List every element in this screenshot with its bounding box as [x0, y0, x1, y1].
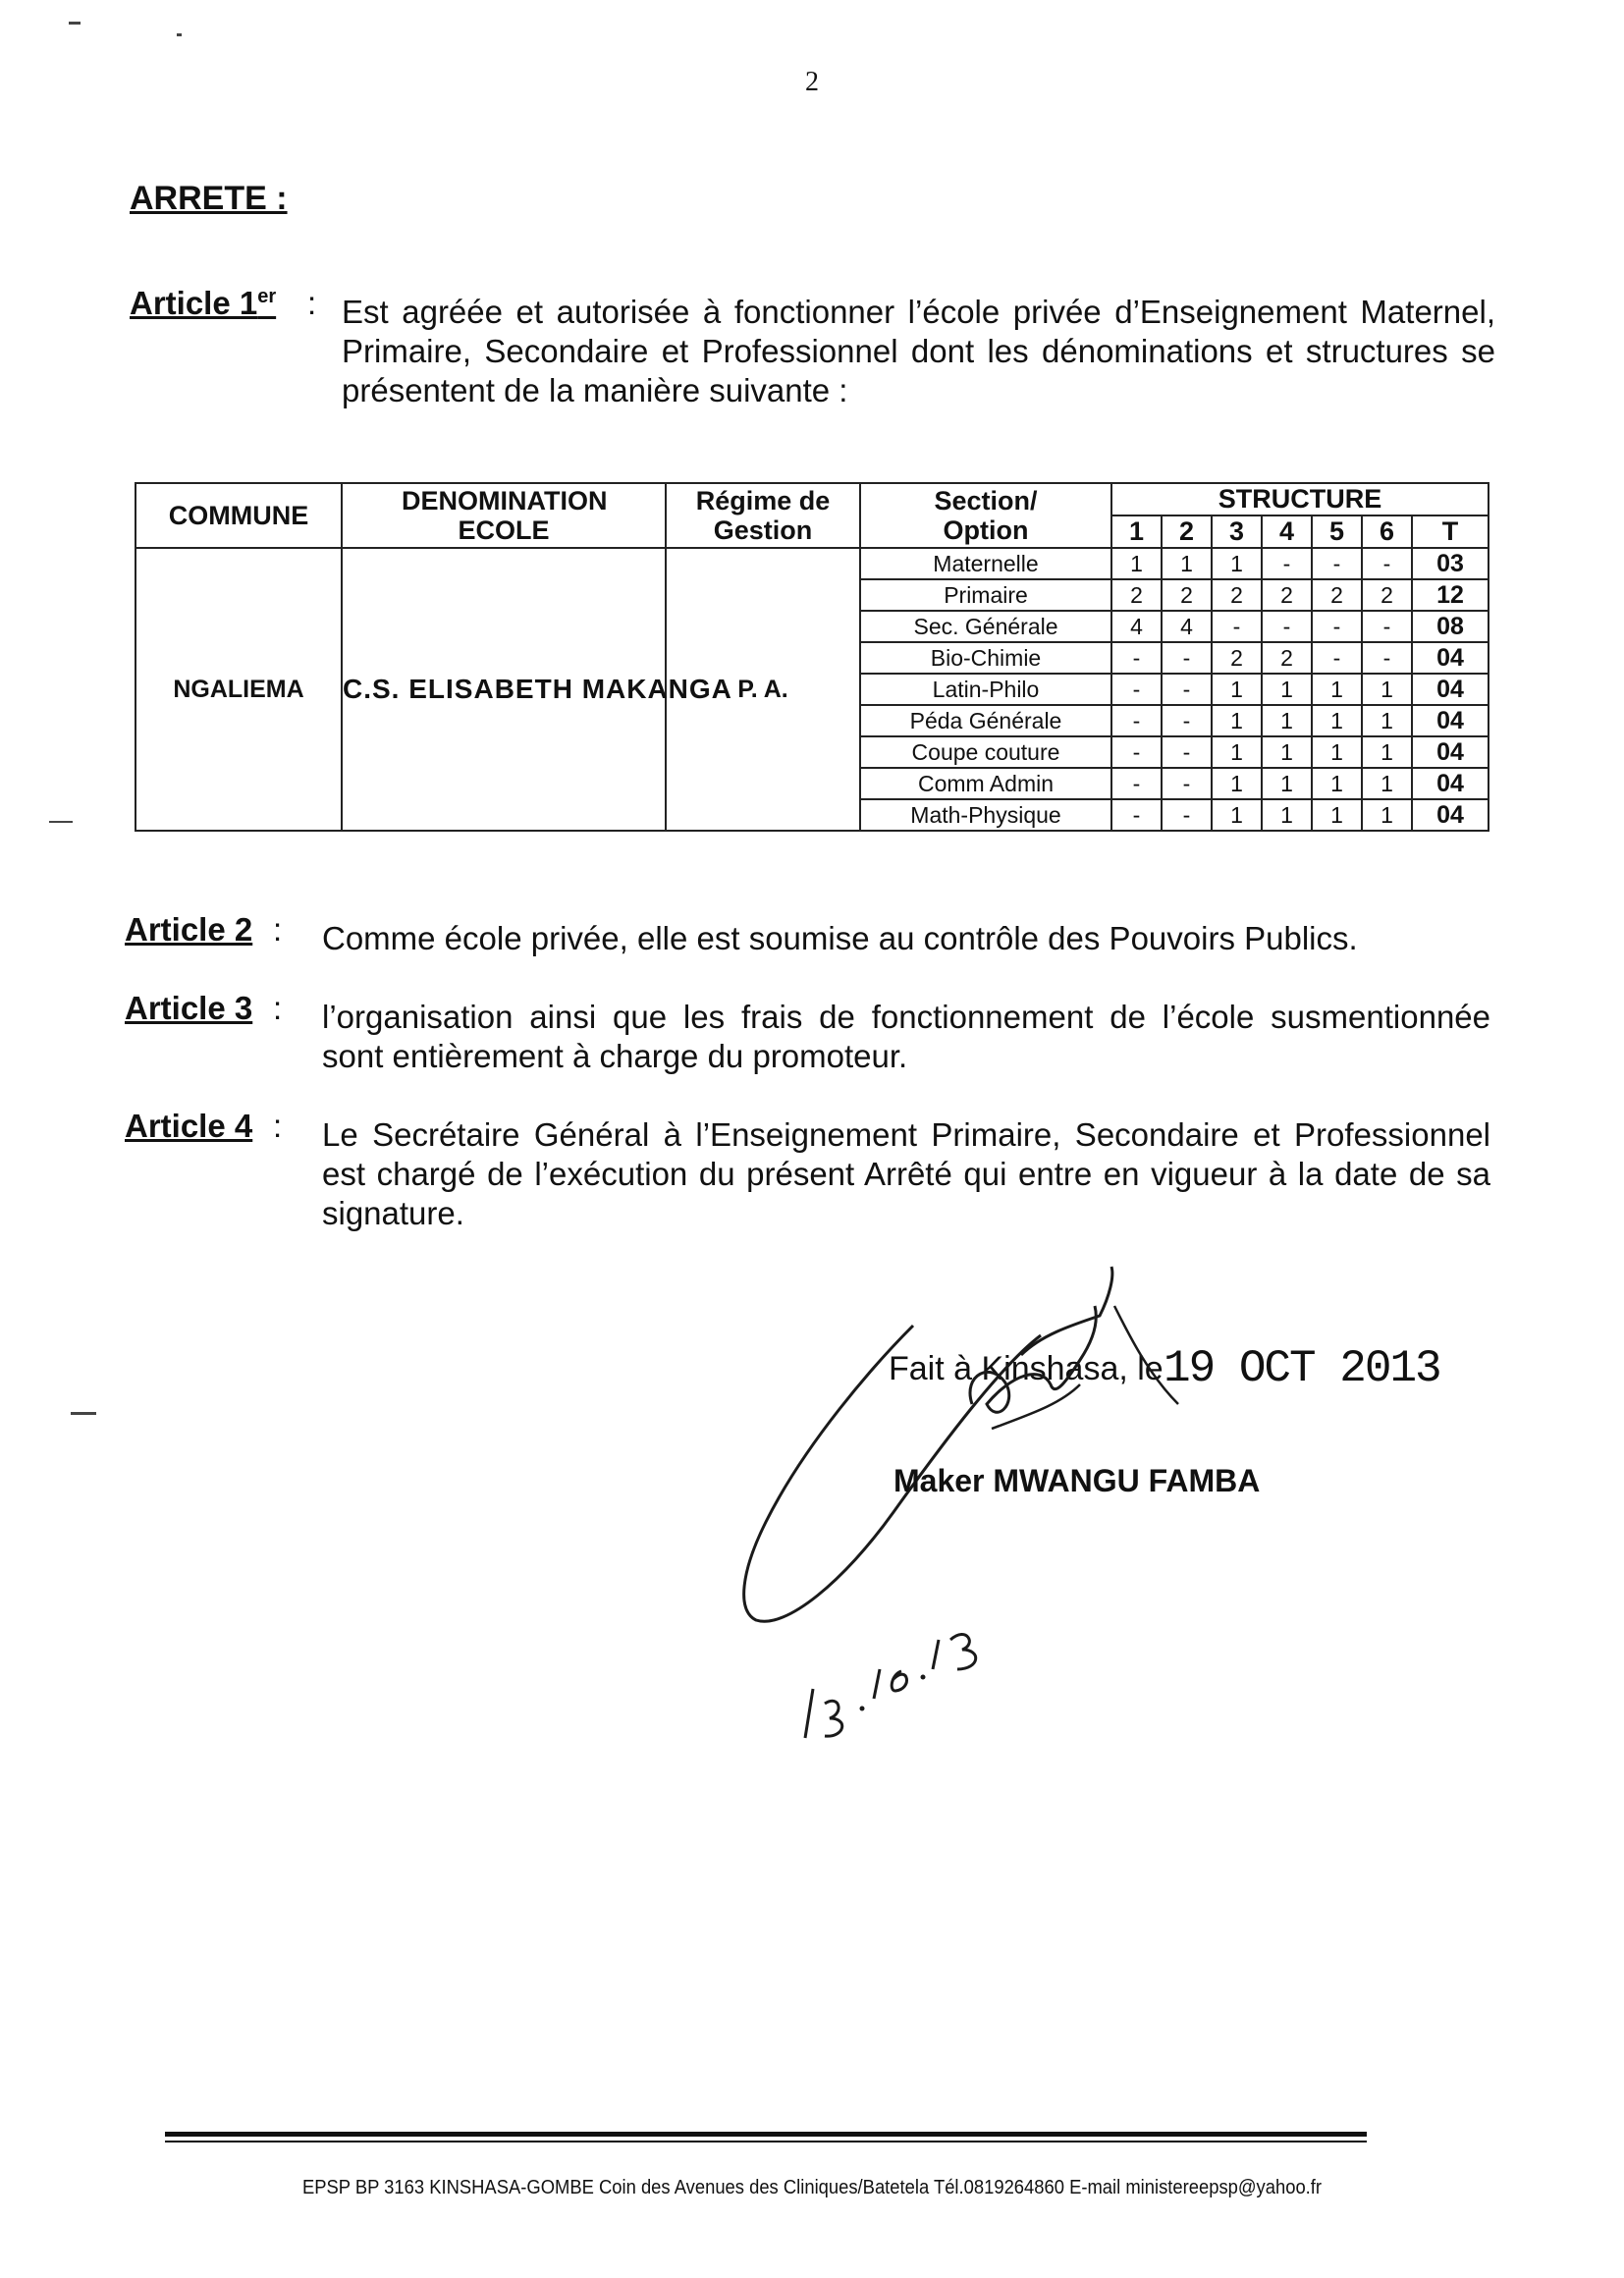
total-cell: 04	[1412, 768, 1489, 799]
regime-cell: P. A.	[666, 548, 860, 831]
structure-value-cell: -	[1162, 705, 1212, 736]
structure-column-header: 3	[1212, 515, 1262, 548]
structure-value-cell: 1	[1262, 705, 1312, 736]
structure-value-cell: 2	[1111, 579, 1162, 611]
footer-rule-thin	[165, 2141, 1367, 2142]
structure-column-header: T	[1412, 515, 1489, 548]
structure-value-cell: 1	[1312, 736, 1362, 768]
table-body	[135, 548, 1489, 831]
handwritten-signature	[727, 1267, 1276, 1640]
section-cell: Coupe couture	[860, 736, 1111, 768]
header-regime: Régime de Gestion	[666, 483, 860, 548]
structure-value-cell: -	[1162, 799, 1212, 831]
structure-value-cell: 2	[1212, 642, 1262, 674]
article-2-text: Comme école privée, elle est soumise au contrôle des Pouvoirs Publics.	[322, 920, 1358, 956]
structure-column-header: 2	[1162, 515, 1212, 548]
date-stamp: 19 OCT 2013	[1164, 1343, 1440, 1394]
article-4-text: Le Secrétaire Général à l’Enseignement Primaire, Secondaire et Professionnel est chargé de l’exécution du présent Arrêté qui entre en vigueur à la date de sa signature.	[322, 1116, 1490, 1231]
article-1-label-text: Article 1	[130, 285, 258, 321]
structure-value-cell: -	[1262, 548, 1312, 579]
total-cell: 03	[1412, 548, 1489, 579]
article-3-colon: :	[273, 990, 283, 1026]
article-1-label	[130, 285, 276, 322]
school-name-cell: C.S. ELISABETH MAKANGA	[342, 548, 666, 831]
structure-value-cell: 1	[1362, 674, 1412, 705]
structure-value-cell: -	[1362, 548, 1412, 579]
section-cell: Péda Générale	[860, 705, 1111, 736]
structure-value-cell: 1	[1312, 799, 1362, 831]
signatory-name: Maker MWANGU FAMBA	[893, 1463, 1261, 1498]
total-cell: 04	[1412, 705, 1489, 736]
section-cell: Bio-Chimie	[860, 642, 1111, 674]
structure-value-cell: 2	[1312, 579, 1362, 611]
structure-column-header: 4	[1262, 515, 1312, 548]
total-cell: 12	[1412, 579, 1489, 611]
structure-value-cell: -	[1162, 768, 1212, 799]
section-cell: Sec. Générale	[860, 611, 1111, 642]
structure-value-cell: 1	[1262, 674, 1312, 705]
total-cell: 08	[1412, 611, 1489, 642]
structure-value-cell: 1	[1262, 768, 1312, 799]
article-4-colon: :	[273, 1108, 283, 1144]
scan-speck	[69, 22, 81, 25]
structure-value-cell: 1	[1212, 674, 1262, 705]
structure-value-cell: -	[1262, 611, 1312, 642]
structure-value-cell: 1	[1111, 548, 1162, 579]
header-structure: STRUCTURE	[1111, 483, 1489, 515]
structure-value-cell: 2	[1212, 579, 1262, 611]
section-cell: Latin-Philo	[860, 674, 1111, 705]
structure-value-cell: -	[1312, 548, 1362, 579]
scan-speck	[49, 821, 73, 823]
structure-value-cell: 4	[1111, 611, 1162, 642]
section-cell: Primaire	[860, 579, 1111, 611]
scan-speck	[177, 33, 182, 36]
structure-value-cell: 2	[1262, 579, 1312, 611]
structure-value-cell: -	[1162, 736, 1212, 768]
section-cell: Maternelle	[860, 548, 1111, 579]
total-cell: 04	[1412, 736, 1489, 768]
structure-value-cell: 1	[1312, 768, 1362, 799]
school-structure-table	[135, 482, 1489, 832]
header-section: Section/ Option	[860, 483, 1111, 548]
structure-value-cell: -	[1111, 768, 1162, 799]
header-denomination: DENOMINATION ECOLE	[342, 483, 666, 548]
header-commune: COMMUNE	[135, 483, 342, 548]
structure-value-cell: 1	[1212, 705, 1262, 736]
article-1-label-sup: er	[257, 286, 277, 307]
structure-value-cell: -	[1362, 642, 1412, 674]
structure-column-header: 6	[1362, 515, 1412, 548]
section-cell: Comm Admin	[860, 768, 1111, 799]
structure-value-cell: 1	[1362, 705, 1412, 736]
structure-value-cell: 1	[1212, 799, 1262, 831]
structure-value-cell: -	[1111, 674, 1162, 705]
total-cell: 04	[1412, 674, 1489, 705]
decree-heading: ARRETE :	[130, 180, 288, 217]
structure-value-cell: 1	[1362, 768, 1412, 799]
article-3-text: l’organisation ainsi que les frais de fonctionnement de l’école susmentionnée sont entièrement à charge du promoteur.	[322, 999, 1490, 1074]
structure-value-cell: -	[1212, 611, 1262, 642]
structure-value-cell: 1	[1212, 768, 1262, 799]
handwritten-date-mark	[785, 1610, 1001, 1748]
article-4-label: Article 4	[125, 1108, 253, 1144]
structure-value-cell: -	[1312, 642, 1362, 674]
article-1-text: Est agréée et autorisée à fonctionner l’école privée d’Enseignement Maternel, Primaire, Secondaire et Professionnel dont les dénominations et structures se présentent de la manière suivante :	[342, 294, 1495, 408]
article-3-label: Article 3	[125, 990, 253, 1026]
section-cell: Math-Physique	[860, 799, 1111, 831]
structure-value-cell: 2	[1262, 642, 1312, 674]
footer-rule	[165, 2132, 1367, 2137]
structure-value-cell: 4	[1162, 611, 1212, 642]
structure-value-cell: 1	[1312, 705, 1362, 736]
structure-value-cell: 1	[1262, 736, 1312, 768]
structure-value-cell: 1	[1362, 736, 1412, 768]
structure-value-cell: 1	[1212, 548, 1262, 579]
article-2-colon: :	[273, 911, 283, 948]
structure-value-cell: 1	[1312, 674, 1362, 705]
scan-speck	[71, 1412, 96, 1415]
structure-value-cell: -	[1312, 611, 1362, 642]
table-row	[135, 548, 1489, 579]
structure-value-cell: -	[1362, 611, 1412, 642]
structure-column-header: 5	[1312, 515, 1362, 548]
place-and-date-label: Fait à Kinshasa, le	[889, 1350, 1164, 1387]
page-number: 2	[805, 67, 819, 97]
structure-column-header: 1	[1111, 515, 1162, 548]
structure-value-cell: -	[1111, 799, 1162, 831]
structure-value-cell: 1	[1362, 799, 1412, 831]
total-cell: 04	[1412, 642, 1489, 674]
structure-value-cell: -	[1111, 705, 1162, 736]
structure-value-cell: 1	[1162, 548, 1212, 579]
structure-value-cell: -	[1162, 674, 1212, 705]
total-cell: 04	[1412, 799, 1489, 831]
structure-value-cell: -	[1111, 642, 1162, 674]
commune-cell: NGALIEMA	[135, 548, 342, 831]
structure-value-cell: -	[1162, 642, 1212, 674]
article-1-colon: :	[307, 285, 317, 321]
structure-value-cell: 1	[1262, 799, 1312, 831]
footer-address: EPSP BP 3163 KINSHASA-GOMBE Coin des Avenues des Cliniques/Batetela Tél.0819264860 E-mail ministereepsp@yahoo.fr	[301, 2177, 1323, 2198]
structure-value-cell: 1	[1212, 736, 1262, 768]
structure-value-cell: 2	[1362, 579, 1412, 611]
article-2-label: Article 2	[125, 911, 253, 948]
structure-value-cell: -	[1111, 736, 1162, 768]
structure-value-cell: 2	[1162, 579, 1212, 611]
